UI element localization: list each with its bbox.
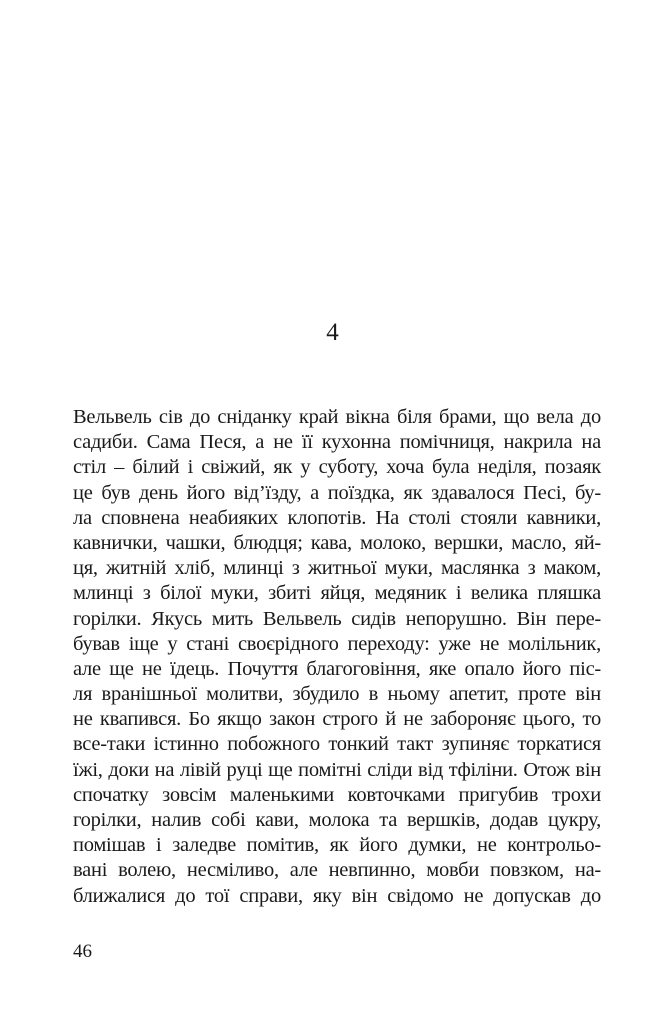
text-line: садиби. Сама Песя, а не її кухонна помічниця, накрила на bbox=[73, 431, 601, 454]
text-line: спочатку зовсім маленькими ковточками пригубив трохи bbox=[73, 783, 601, 806]
text-line: горілки, налив собі кави, молока та вершків, додав цукру, bbox=[73, 809, 601, 831]
text-line: ця, житній хліб, млинці з житньої муки, маслянка з маком, bbox=[73, 557, 601, 580]
text-line: ла сповнена неабияких клопотів. На столі стояли кавники, bbox=[73, 506, 601, 529]
chapter-number: 4 bbox=[326, 319, 339, 346]
text-line: бував іще у стані своєрідного переходу: уже не молільник, bbox=[73, 632, 601, 655]
body-text bbox=[73, 405, 601, 909]
text-line: але ще не їдець. Почуття благоговіння, яке опало його піс- bbox=[73, 657, 601, 680]
text-line: Вельвель сів до сніданку край вікна біля брами, що вела до bbox=[73, 406, 601, 428]
text-line: не квапився. Бо якщо закон строго й не забороняє цього, то bbox=[73, 708, 601, 731]
page-number: 46 bbox=[73, 941, 92, 962]
text-line: горілки. Якусь мить Вельвель сидів непорушно. Він пере- bbox=[73, 607, 601, 630]
text-line: вані волею, несміливо, але невпинно, мовби повзком, на- bbox=[73, 859, 601, 882]
text-line: помішав і заледве помітив, як його думки, не контрольо- bbox=[73, 834, 601, 857]
text-line: ля вранішньої молитви, збудило в ньому апетит, проте він bbox=[73, 683, 601, 706]
text-line: стіл – білий і свіжий, як у суботу, хоча була неділя, позаяк bbox=[73, 456, 601, 479]
text-line: млинці з білої муки, збиті яйця, медяник і велика пляшка bbox=[73, 582, 601, 605]
text-line: все-таки істинно побожного тонкий такт зупиняє торкатися bbox=[73, 733, 601, 756]
text-line: кавнички, чашки, блюдця; кава, молоко, вершки, масло, яй- bbox=[73, 531, 601, 554]
text-line: їжі, доки на лівій руці ще помітні сліди від тфіліни. Отож він bbox=[73, 758, 601, 781]
text-line: ближалися до тої справи, яку він свідомо не допускав до bbox=[73, 884, 601, 907]
text-line: це був день його від’їзду, а поїздка, як здавалося Песі, бу- bbox=[73, 481, 601, 504]
